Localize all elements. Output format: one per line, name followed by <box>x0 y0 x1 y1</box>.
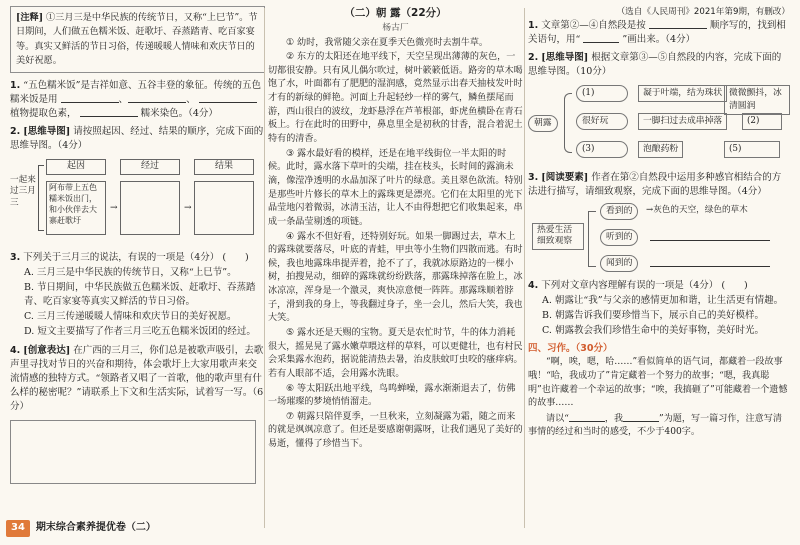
mindmap-node-2: 很好玩 <box>576 113 628 130</box>
flow-arrow-1: → <box>110 202 118 213</box>
question-1: 1. “五色糯米饭”是吉祥如意、五谷丰登的象征。传统的五色糯米饭是用 、 、 植物提取色素， 糯米染色。（4分） <box>10 80 261 120</box>
r-question-4 <box>528 279 790 338</box>
senses-smelled-blank[interactable] <box>650 257 770 267</box>
writing-title-blank-1[interactable] <box>569 412 605 422</box>
r-q4-option-b[interactable]: B. 朝露告诉我们要珍惜当下，展示自己的美好模样。 <box>542 310 765 322</box>
q1-blank-3[interactable] <box>199 93 257 103</box>
reading-author: 杨古厂 <box>382 22 409 33</box>
senses-heard: 听到的 <box>600 229 638 246</box>
q1-text-3: 糯米染色。（4分） <box>140 108 218 120</box>
mindmap-node-2b[interactable]: (2) <box>742 113 782 130</box>
mindmap-center: 朝露 <box>528 115 558 132</box>
reading-para-6: ⑥ 等太阳跃出地平线，鸟鸣蝉噪，露水渐渐退去了，仿佛一场璀璨的梦境悄悄溜走。 <box>268 383 516 408</box>
q1-blank-4[interactable] <box>80 107 138 117</box>
q2-tag: [思维导图] <box>23 126 71 138</box>
mindmap <box>528 83 790 167</box>
q2-number: 2. <box>10 126 21 138</box>
q1-number: 1. <box>10 80 21 91</box>
note-label: [注释] <box>16 12 44 23</box>
r-q2-text: 根据文章第③—⑤自然段的内容，完成下面的思维导图。（10分） <box>528 51 782 77</box>
flow-diagram <box>10 157 265 245</box>
mindmap-node-1a: 凝于叶端，结为珠状 <box>638 85 727 102</box>
senses-map <box>528 203 790 275</box>
q1-blank-1[interactable] <box>61 93 119 103</box>
r-question-3 <box>528 171 790 199</box>
reading-source: （选自《人民周刊》2021年第9期，有删改） <box>616 7 790 17</box>
q4-tag: [创意表达] <box>23 344 71 356</box>
q2-text: 请按照起因、经过、结果的顺序，完成下面的思维导图。（4分） <box>10 126 264 152</box>
r-q2-number: 2. <box>528 51 539 63</box>
flow-left-label: 一起来过三月三 <box>10 175 36 208</box>
writing-title-blank-2[interactable] <box>623 412 659 422</box>
question-4 <box>10 344 265 484</box>
r-question-1 <box>528 19 790 47</box>
flow-header-process: 经过 <box>120 159 180 175</box>
writing-prompt: “啊，唉，嗯，哈……”看似简单的语气词，都藏着一段故事哦！“哈，我成功了”肯定藏着一个努力的故事；“嗯，我真聪明”也许藏着一个幸运的故事；“唉，我搞砸了”可能藏着一个遗憾的故事…… <box>528 357 788 409</box>
column-divider-1 <box>264 8 265 528</box>
r-q1-text-2: 顺序写的，找到相关语句，用“ <box>528 19 786 45</box>
r-q1-number: 1. <box>528 19 539 31</box>
r-q4-option-c[interactable]: C. 朝露教会我们珍惜生命中的美好事物，美好时光。 <box>542 325 764 337</box>
q1-blank-2[interactable] <box>128 93 186 103</box>
r-q1-underline-sample <box>583 33 619 43</box>
writing-instruction-3: ”为题，写一篇习作，注意写清事情的经过和当时的感受，不少于400字。 <box>528 413 782 438</box>
left-column <box>10 6 265 488</box>
reading-para-4: ④ 露水不但好看，还特别好玩。如果一脚踢过去，草木上的露珠就要落尽，叶底的青蛙，甲虫等小生物们四散而逃。有时候，我也地露珠串提弄着，抢不了了，我就冰原路边的一棵小树，拍搜晃动，细碎的露珠就纷纷跌落，那露珠掉落在脸上，冰冰凉凉，浑身是一个激灵，爽快凉意便一阵阵。那露珠顺着脖子，滑到我的身上，等我翻过身子，坐一会儿，然后大笑，我也大笑。 <box>268 231 523 324</box>
r-q1-blank[interactable] <box>649 19 707 29</box>
mindmap-node-3a: 泡酿药粉 <box>638 141 683 158</box>
q3-number: 3. <box>10 252 21 264</box>
q3-answer-paren[interactable]: ( ) <box>222 252 249 264</box>
q3-text: 下列关于三月三的说法，有误的一项是（4分） <box>23 252 220 264</box>
page-footer <box>6 520 156 537</box>
r-q4-option-a[interactable]: A. 朝露让“我”与父亲的感情更加和谐，让生活更有情趣。 <box>542 295 784 307</box>
footer-title: 期末综合素养提优卷（二） <box>35 522 156 533</box>
r-q4-text: 下列对文章内容理解有误的一项是（4分） <box>541 280 719 291</box>
mindmap-node-2a: 一脚扫过去成串掉落 <box>638 113 727 130</box>
q4-number: 4. <box>10 344 21 356</box>
q1-text-2: 植物提取色素， <box>10 108 77 120</box>
flow-cell-cause: 阿布带上五色糯米饭出门，和小伙伴去大寨赶歌圩 <box>46 181 106 235</box>
r-q1-text: 文章第②—④自然段是按 <box>541 19 646 31</box>
right-column <box>528 6 790 441</box>
mindmap-node-1[interactable]: (1) <box>576 85 628 102</box>
middle-column <box>268 6 523 453</box>
column-divider-2 <box>524 8 525 528</box>
mindmap-branch <box>564 93 572 153</box>
reading-para-5: ⑤ 露水还是天赐的宝物。夏天是农忙时节，牛的体力消耗很大，摇晃晃了露水嫩草喂这样的草料，可以更健壮，也有村民会采集露水泡药，据说能清热去暑，治皮肤蚊叮虫咬的瘙痒病。若有人眼部不适，会用露水洗眼。 <box>268 328 523 379</box>
writing-instruction <box>528 412 790 440</box>
reading-para-3: ③ 露水最好看的模样，还是在地平线街位一半太阳的时候。此时，露水落下草叶的尖端，挂在枝头，长时间的露滴未滴，像滢净透明的水晶加深了叶片的绿意。美且翠色欲流。特别是那些叶片修长的草木上的露珠更是漂亮。它们在太阳里的光下晶莹地闪着微弱，冰清玉洁，让人不由得想把它们收集起来，串成一条晶莹剔透的项链。 <box>268 148 523 227</box>
reading-title: （二）朝 露（22分） <box>344 7 447 19</box>
senses-branch <box>588 211 596 267</box>
r-question-2 <box>528 51 790 79</box>
mindmap-node-1b: 微微颤抖，冰清圆润 <box>724 85 790 115</box>
r-q3-text: 作者在第②自然段中运用多种感官相结合的方法进行描写，请细致观察，完成下面的思维导图。（4分） <box>528 171 782 197</box>
senses-smelled: 闻到的 <box>600 255 638 272</box>
r-q4-number: 4. <box>528 280 539 291</box>
r-q2-tag: [思维导图] <box>541 51 589 63</box>
flow-header-result: 结果 <box>194 159 254 175</box>
senses-seen: 看到的 <box>600 203 638 220</box>
flow-cell-process[interactable] <box>120 181 180 235</box>
q4-answer-box[interactable] <box>10 420 256 484</box>
r-q1-text-3: ”画出来。（4分） <box>622 33 696 45</box>
senses-seen-text: →灰色的天空，绿色的草木 <box>646 205 748 215</box>
reading-para-1: ① 幼时，我常随父亲在夏季天色微亮时去割牛草。 <box>286 37 489 48</box>
q3-option-d[interactable]: D. 短文主要描写了作者三月三吃五色糯米饭团的经过。 <box>24 326 256 338</box>
q3-option-b[interactable]: B. 节日期间，中华民族做五色糯米饭、赶歌圩、吞蒸踏青、吃百家宴等真实又鲜活的节日习俗。 <box>24 282 256 308</box>
reading-para-2: ② 东方的太阳还在地平线下，天空呈现出薄薄的灰色，一切都很安静。只有风儿偶尔吹过，树叶簌簌低语。路旁的草木喝饱了水，叶面都有了肥肥的湿润感，竟然显示出春天抽枝发叶时才有的新绿的鲜艳。河面上升起轻纱一样的雾气，鳞鱼摆尾而游，西山很白的波纹，龙虾悬浮在芦苇根部，虾虎鱼横卧在青石板上。行在此时的田野中，鼻息里全是初秋的甘香，混合着泥土特有的清香。 <box>268 52 523 145</box>
q4-text: 在广西的三月三，你们总是被歌声吸引，去歌声里寻找对节日的兴奋和期待，体会歌圩上大家用歌声来交流情感的独特方式。“领路者又唱了一首歌，他的歌声里有什么样的秘密呢？”请联系上下文和生活实际，试着写一写。（6分） <box>10 344 264 412</box>
mindmap-node-3[interactable]: (3) <box>576 141 628 158</box>
senses-heard-blank[interactable] <box>650 231 770 241</box>
flow-header-cause: 起因 <box>46 159 106 175</box>
mindmap-node-3b[interactable]: (5) <box>724 141 780 158</box>
r-q3-tag: [阅读要素] <box>541 171 589 183</box>
question-2 <box>10 125 265 153</box>
page-number: 34 <box>6 520 30 537</box>
writing-instruction-1: 请以“ <box>546 413 569 424</box>
flow-arrow-2: → <box>184 202 192 213</box>
flow-bracket <box>38 165 44 231</box>
note-text: ①三月三是中华民族的传统节日，又称“上巳节”。节日期间，人们做五色糯米饭、赶歌圩、吞蒸踏青、吃百家宴等。真实又鲜活的节日习俗，传递暖暖人情味和欢庆节日的美好祝愿。 <box>16 12 258 66</box>
r-q3-number: 3. <box>528 171 539 183</box>
senses-center: 热爱生活细致观察 <box>532 223 584 250</box>
reading-para-7: ⑦ 朝露只陪伴夏季，一旦秋来，立刻凝露为霜，随之而来的就是飒飒凉意了。但还是要感谢朝露呀，让我们遇见了美好的易逝，懂得了珍惜当下。 <box>268 411 523 450</box>
q3-option-c[interactable]: C. 三月三传递暖暖人情味和欢庆节日的美好祝愿。 <box>24 311 237 323</box>
writing-section-title: 四、习作。（30分） <box>528 343 613 355</box>
question-3 <box>10 251 265 339</box>
flow-cell-result[interactable] <box>194 181 254 235</box>
note-box <box>10 6 265 73</box>
q3-option-a[interactable]: A. 三月三是中华民族的传统节日，又称“上巳节”。 <box>24 267 237 279</box>
writing-instruction-2: ，我 <box>604 413 624 424</box>
q1-text: “五色糯米饭”是吉祥如意、五谷丰登的象征。传统的五色糯米饭是用 <box>10 80 261 106</box>
r-q4-answer-paren[interactable]: ( ) <box>721 280 748 291</box>
